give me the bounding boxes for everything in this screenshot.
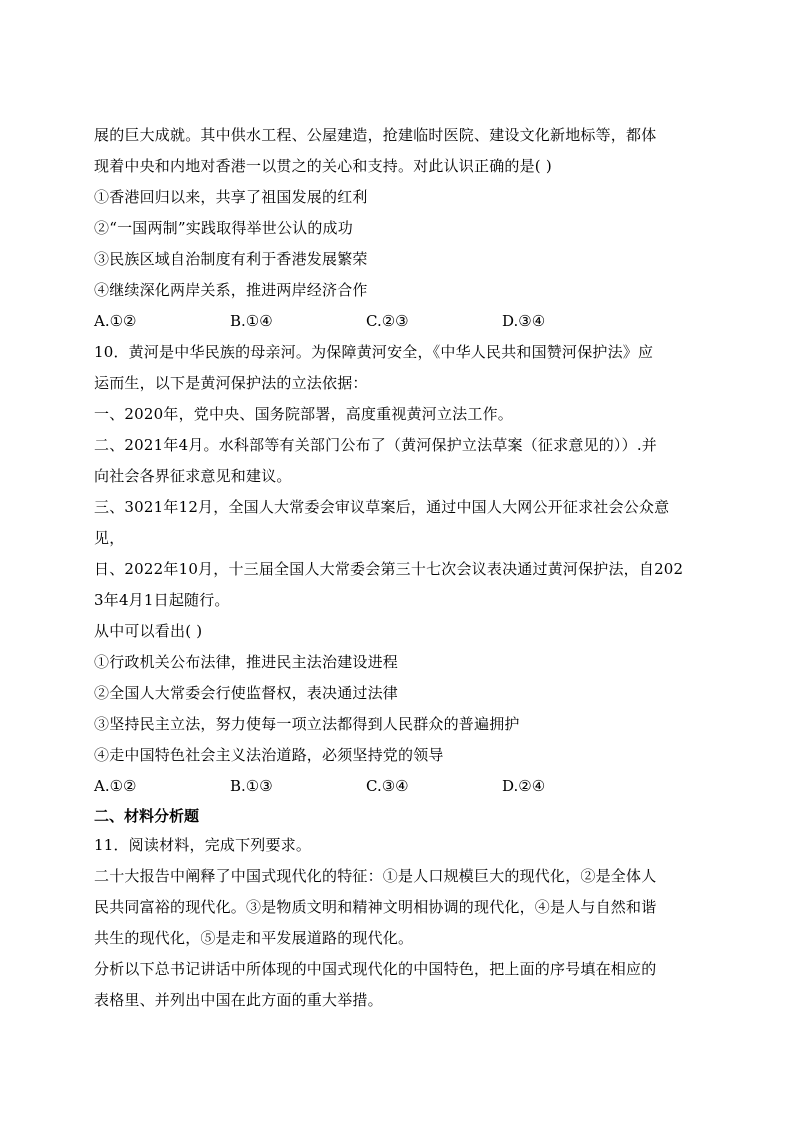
question-10	[94, 337, 714, 802]
q9-option-a: A.①②	[94, 312, 137, 330]
q10-stem-line: 见，	[94, 529, 125, 547]
q11-line: 二十大报告中阐释了中国式现代化的特征：①是人口规模巨大的现代化，②是全体人	[94, 867, 657, 885]
section-heading: 二、材料分析题	[94, 807, 200, 825]
q10-stem-line: 向社会各界征求意见和建议。	[94, 467, 292, 485]
q9-statement: ③民族区域自治制度有利于香港发展繁荣	[94, 250, 368, 268]
q9-statement: ①香港回归以来，共享了祖国发展的红利	[94, 188, 368, 206]
q10-statement: ③坚持民主立法，努力使每一项立法都得到人民群众的普遍拥护	[94, 715, 520, 733]
q10-option-c: C.③④	[366, 777, 409, 795]
q10-statement: ②全国人大常委会行使监督权，表决通过法律	[94, 684, 399, 702]
q11-line: 表格里、并列出中国在此方面的重大举措。	[94, 991, 383, 1009]
q9-statement: ②“一国两制”实践取得举世公认的成功	[94, 219, 353, 237]
q10-stem-line: 一、2020年，党中央、国务院部署，高度重视黄河立法工作。	[94, 405, 513, 423]
q10-option-a: A.①②	[94, 777, 137, 795]
question-11	[94, 830, 714, 1016]
q10-statement: ①行政机关公布法律，推进民主法治建设进程	[94, 653, 399, 671]
q10-stem-line: 从中可以看出( )	[94, 622, 203, 640]
q10-stem-line: 运而生，以下是黄河保护法的立法依据：	[94, 374, 368, 392]
q10-stem-line: 3年4月1日起随行。	[94, 591, 230, 609]
q9-option-c: C.②③	[366, 312, 409, 330]
q10-option-d: D.②④	[502, 777, 546, 795]
q10-statement: ④走中国特色社会主义法治道路，必须坚持党的领导	[94, 746, 444, 764]
q9-stem-line: 现着中央和内地对香港一以贯之的关心和支持。对此认识正确的是( )	[94, 157, 552, 175]
q9-statement: ④继续深化两岸关系，推进两岸经济合作	[94, 281, 368, 299]
q11-line: 分析以下总书记讲话中所体现的中国式现代化的中国特色，把上面的序号填在相应的	[94, 960, 657, 978]
q10-stem-line: 三、3021年12月，全国人大常委会审议草案后，通过中国人大网公开征求社会公众意	[94, 498, 670, 516]
q11-line: 共生的现代化，⑤是走和平发展道路的现代化。	[94, 929, 414, 947]
q10-option-b: B.①③	[230, 777, 273, 795]
question-9	[94, 120, 714, 337]
q10-stem-line: 日、2022年10月，十三届全国人大常委会第三十七次会议表决通过黄河保护法，自202	[94, 560, 684, 578]
q9-options	[94, 306, 714, 337]
q11-line: 民共同富裕的现代化。③是物质文明和精神文明相协调的现代化，④是人与自然和谐	[94, 898, 657, 916]
q10-options	[94, 771, 714, 802]
q10-stem-line: 二、2021年4月。水科部等有关部门公布了（黄河保护立法草案（征求意见的））.并	[94, 436, 657, 454]
q9-stem-line: 展的巨大成就。其中供水工程、公屋建造，抢建临时医院、建设文化新地标等，都体	[94, 126, 657, 144]
exam-page	[94, 120, 714, 1016]
q11-line: 11．阅读材料，完成下列要求。	[94, 836, 312, 854]
q9-option-d: D.③④	[502, 312, 546, 330]
q10-stem-line: 10．黄河是中华民族的母亲河。为保障黄河安全，《中华人民共和国赞河保护法》应	[94, 343, 654, 361]
q9-option-b: B.①④	[230, 312, 273, 330]
